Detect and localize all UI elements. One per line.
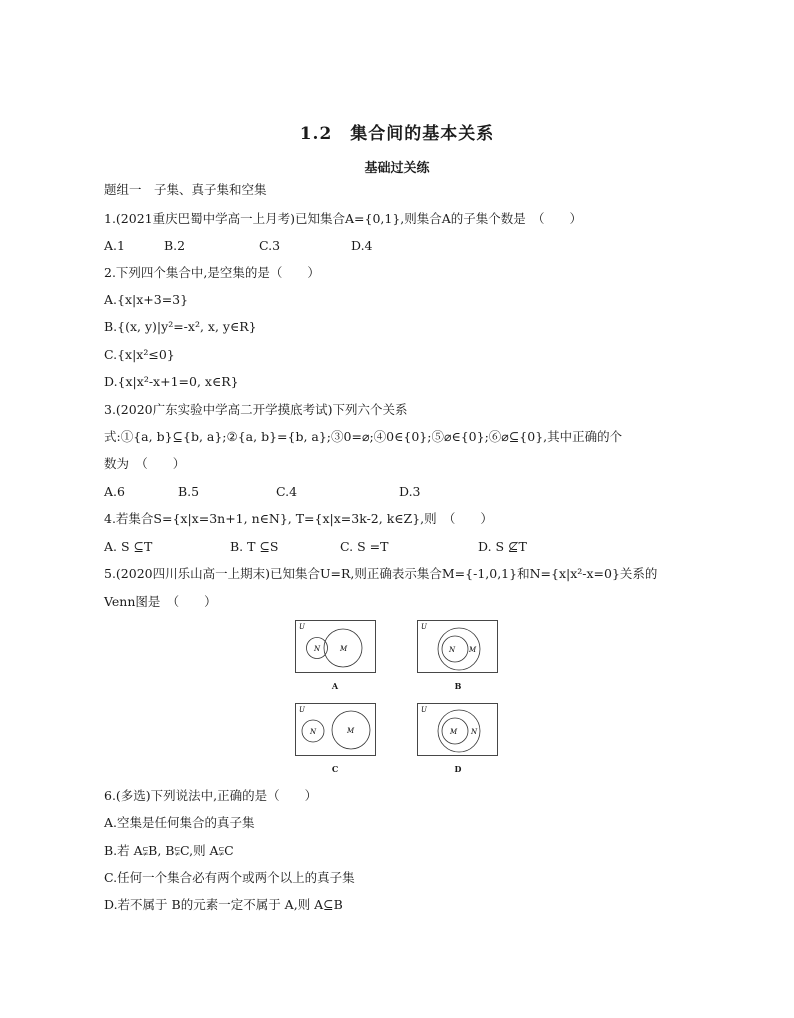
question-3-stem-line1: 3.(2020广东实验中学高二开学摸底考试)下列六个关系 xyxy=(104,402,408,417)
venn-b-caption: B xyxy=(454,681,462,691)
venn-b-inner2-label: M xyxy=(469,646,477,654)
q3-option-c: C.4 xyxy=(276,484,298,499)
q4-option-b: B. T ⊆S xyxy=(230,539,279,554)
q2-option-c: C.{x|x²≤0} xyxy=(104,347,175,362)
venn-d-inner2-label: N xyxy=(471,728,478,736)
venn-diagram-a xyxy=(295,620,377,674)
venn-c-caption: C xyxy=(331,764,339,774)
q1-option-b: B.2 xyxy=(164,238,186,253)
venn-diagram-b xyxy=(417,620,499,674)
q4-option-d: D. S ⊈T xyxy=(478,539,527,554)
venn-c-inner1-label: N xyxy=(310,728,317,736)
q2-option-d: D.{x|x²-x+1=0, x∈R} xyxy=(104,374,239,389)
venn-diagram-c xyxy=(295,703,377,757)
q1-option-c: C.3 xyxy=(259,238,281,253)
question-1-stem: 1.(2021重庆巴蜀中学高一上月考)已知集合A={0,1},则集合A的子集个数是 （ ） xyxy=(104,211,583,226)
q1-option-a: A.1 xyxy=(104,238,125,253)
q6-option-a: A.空集是任何集合的真子集 xyxy=(104,815,255,830)
venn-c-inner2-label: M xyxy=(347,727,355,735)
venn-a-caption: A xyxy=(331,681,339,691)
venn-d-inner1-label: M xyxy=(450,728,458,736)
q3-option-d: D.3 xyxy=(399,484,421,499)
question-5-stem-line1: 5.(2020四川乐山高一上期末)已知集合U=R,则正确表示集合M={-1,0,1}和N={x|x²-x=0}关系的 xyxy=(104,566,658,581)
venn-b-inner1-label: N xyxy=(449,646,456,654)
question-4-stem: 4.若集合S={x|x=3n+1, n∈N}, T={x|x=3k-2, k∈Z},则 （ ） xyxy=(104,511,493,526)
q6-option-d: D.若不属于 B的元素一定不属于 A,则 A⊆B xyxy=(104,897,343,912)
q6-option-b: B.若 A⫋B, B⫋C,则 A⫋C xyxy=(104,843,234,858)
q4-option-a: A. S ⊆T xyxy=(104,539,153,554)
question-3-stem-line2: 式:①{a, b}⊆{b, a};②{a, b}={b, a};③0=⌀;④0∈{0};⑤⌀∈{0};⑥⌀⊆{0},其中正确的个 xyxy=(104,429,623,444)
venn-a-inner2-label: M xyxy=(340,645,348,653)
question-2-stem: 2.下列四个集合中,是空集的是（ ） xyxy=(104,265,320,280)
venn-b-universe-label: U xyxy=(421,623,427,631)
question-3-stem-line3: 数为 （ ） xyxy=(104,456,186,471)
venn-a-inner1-label: N xyxy=(314,645,321,653)
question-6-stem: 6.(多选)下列说法中,正确的是（ ） xyxy=(104,788,318,803)
venn-d-caption: D xyxy=(454,764,462,774)
venn-c-universe-label: U xyxy=(299,706,305,714)
group-heading: 题组一 子集、真子集和空集 xyxy=(104,182,267,197)
q2-option-a: A.{x|x+3=3} xyxy=(104,292,189,307)
venn-d-universe-label: U xyxy=(421,706,427,714)
q3-option-b: B.5 xyxy=(178,484,200,499)
q2-option-b: B.{(x, y)|y²=-x², x, y∈R} xyxy=(104,319,257,334)
section-subtitle: 基础过关练 xyxy=(364,161,430,176)
venn-a-universe-label: U xyxy=(299,623,305,631)
q4-option-c: C. S =T xyxy=(340,539,389,554)
q1-option-d: D.4 xyxy=(351,238,373,253)
q3-option-a: A.6 xyxy=(104,484,125,499)
question-5-stem-line2: Venn图是 （ ） xyxy=(104,594,217,609)
q6-option-c: C.任何一个集合必有两个或两个以上的真子集 xyxy=(104,870,355,885)
page-title: 1.2 集合间的基本关系 xyxy=(299,124,495,144)
venn-diagram-d xyxy=(417,703,499,757)
